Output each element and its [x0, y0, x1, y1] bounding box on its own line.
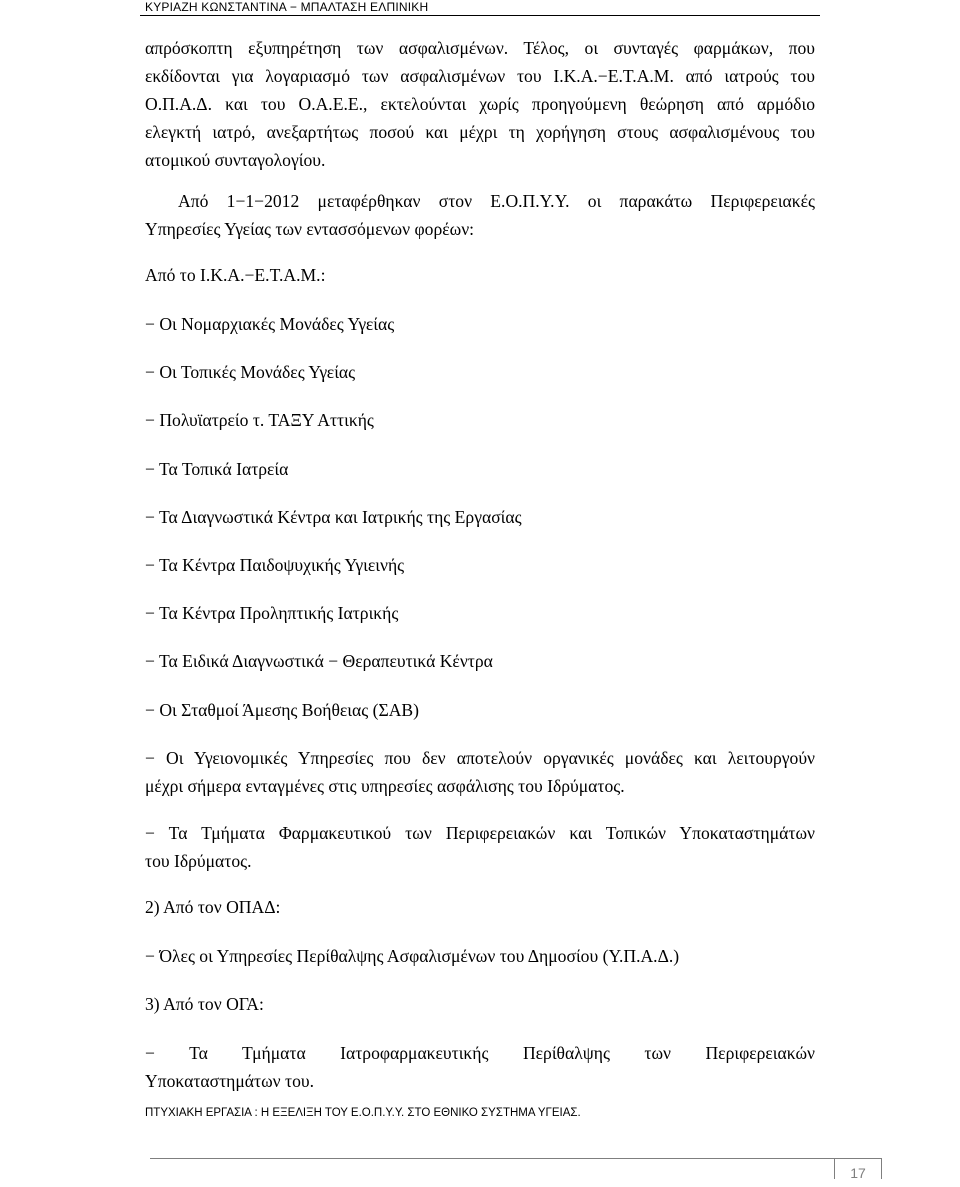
list-item: − Τα Κέντρα Παιδοψυχικής Υγιεινής: [145, 555, 405, 575]
list-item-multiline: [145, 1039, 815, 1095]
list-item: − Τα Ειδικά Διαγνωστικά − Θεραπευτικά Κέντρα: [145, 651, 493, 671]
list-item: − Όλες οι Υπηρεσίες Περίθαλψης Ασφαλισμένων του Δημοσίου (Υ.Π.Α.Δ.): [145, 946, 680, 966]
text-line: ελεγκτή ιατρό, ανεξαρτήτως ποσού και μέχρι τη χορήγηση στους ασφαλισμένους του: [145, 122, 815, 142]
text-line: Υπηρεσίες Υγείας των εντασσόμενων φορέων:: [145, 219, 475, 239]
paragraph-transfer: [145, 187, 815, 243]
oga-heading: 3) Από τον ΟΓΑ:: [145, 994, 264, 1014]
text-line: του Ιδρύματος.: [145, 851, 252, 871]
opad-heading: 2) Από τον ΟΠΑΔ:: [145, 897, 281, 917]
list-item: − Οι Τοπικές Μονάδες Υγείας: [145, 362, 356, 382]
list-item: − Οι Νομαρχιακές Μονάδες Υγείας: [145, 314, 395, 334]
list-item: − Πολυϊατρείο τ. ΤΑΞΥ Αττικής: [145, 410, 374, 430]
list-item: − Τα Διαγνωστικά Κέντρα και Ιατρικής της Εργασίας: [145, 507, 522, 527]
text-line: Υποκαταστημάτων του.: [145, 1071, 314, 1091]
header-rule: [140, 15, 820, 16]
running-footer: ΠΤΥΧΙΑΚΗ ΕΡΓΑΣΙΑ : Η ΕΞΕΛΙΞΗ ΤΟΥ Ε.Ο.Π.Υ.Υ. ΣΤΟ ΕΘΝΙΚΟ ΣΥΣΤΗΜΑ ΥΓΕΙΑΣ.: [145, 1107, 581, 1119]
text-line: απρόσκοπτη εξυπηρέτηση των ασφαλισμένων. Τέλος, οι συνταγές φαρμάκων, που: [145, 38, 815, 58]
list-item: − Οι Σταθμοί Άμεσης Βοήθειας (ΣΑΒ): [145, 700, 420, 720]
ika-heading: Από το Ι.Κ.Α.−Ε.Τ.Α.Μ.:: [145, 265, 326, 285]
running-header: ΚΥΡΙΑΖΗ ΚΩΝΣΤΑΝΤΙΝΑ − ΜΠΑΛΤΑΣΗ ΕΛΠΙΝΙΚΗ: [145, 0, 429, 14]
text-line: Από 1−1−2012 μεταφέρθηκαν στον Ε.Ο.Π.Υ.Υ. οι παρακάτω Περιφερειακές: [178, 191, 815, 211]
list-item: − Τα Κέντρα Προληπτικής Ιατρικής: [145, 603, 399, 623]
text-line: − Οι Υγειονομικές Υπηρεσίες που δεν αποτελούν οργανικές μονάδες και λειτουργούν: [145, 748, 815, 768]
paragraph-intro: [145, 34, 815, 174]
footer-rule: [150, 1158, 834, 1159]
text-line: μέχρι σήμερα ενταγμένες στις υπηρεσίες ασφάλισης του Ιδρύματος.: [145, 776, 625, 796]
text-line: εκδίδονται για λογαριασμό των ασφαλισμένων του Ι.Κ.Α.−Ε.Τ.Α.Μ. από ιατρούς του: [145, 66, 815, 86]
page-number: 17: [834, 1158, 882, 1179]
text-line: − Τα Τμήματα Ιατροφαρμακευτικής Περίθαλψης των Περιφερειακών: [145, 1043, 815, 1063]
list-item-multiline: [145, 744, 815, 800]
text-line: Ο.Π.Α.Δ. και του Ο.Α.Ε.Ε., εκτελούνται χωρίς προηγούμενη θεώρηση από αρμόδιο: [145, 94, 815, 114]
list-item-multiline: [145, 819, 815, 875]
list-item: − Τα Τοπικά Ιατρεία: [145, 459, 289, 479]
text-line: − Τα Τμήματα Φαρμακευτικού των Περιφερειακών και Τοπικών Υποκαταστημάτων: [145, 823, 815, 843]
text-line: ατομικού συνταγολογίου.: [145, 150, 326, 170]
